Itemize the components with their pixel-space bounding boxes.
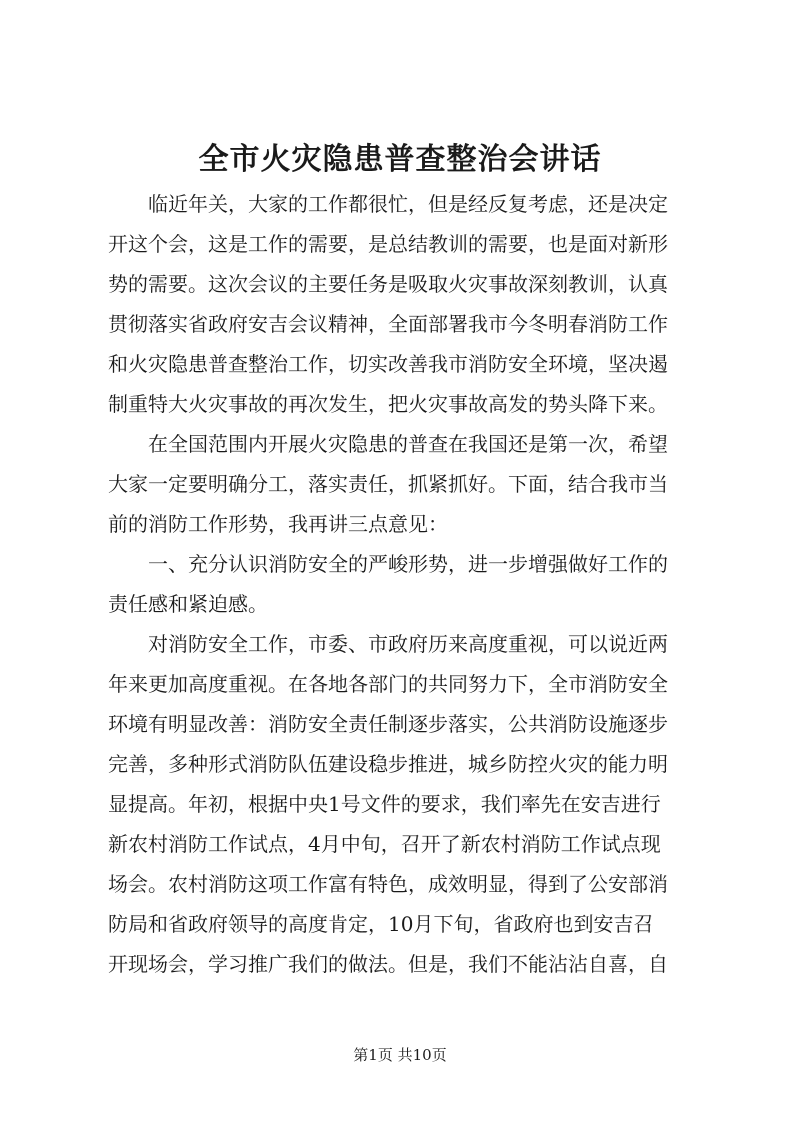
document-title: 全市火灾隐患普查整治会讲话	[198, 142, 602, 177]
text-line: 完善，多种形式消防队伍建设稳步推进，城乡防控火灾的能力明	[108, 752, 668, 776]
text-line: 在全国范围内开展火灾隐患的普查在我国还是第一次，希望	[148, 432, 668, 456]
text-line: 年来更加高度重视。在各地各部门的共同努力下，全市消防安全	[108, 672, 668, 696]
text-line: 环境有明显改善：消防安全责任制逐步落实，公共消防设施逐步	[108, 712, 668, 736]
page-footer: 第1页 共10页	[353, 1046, 447, 1064]
text-line: 对消防安全工作，市委、市政府历来高度重视，可以说近两	[148, 632, 668, 656]
text-line: 大家一定要明确分工，落实责任，抓紧抓好。下面，结合我市当	[108, 472, 668, 496]
document-body	[108, 184, 708, 984]
text-line: 一、充分认识消防安全的严峻形势，进一步增强做好工作的	[148, 552, 668, 576]
text-line: 防局和省政府领导的高度肯定，10月下旬，省政府也到安吉召	[108, 912, 654, 936]
text-line: 责任感和紧迫感。	[108, 592, 268, 616]
text-line: 显提高。年初，根据中央1号文件的要求，我们率先在安吉进行	[108, 792, 661, 816]
paragraph-1	[108, 184, 708, 424]
paragraph-3	[108, 544, 708, 624]
paragraph-4	[108, 624, 708, 984]
text-line: 前的消防工作形势，我再讲三点意见：	[108, 512, 448, 536]
text-line: 开这个会，这是工作的需要，是总结教训的需要，也是面对新形	[108, 232, 668, 256]
text-line: 临近年关，大家的工作都很忙，但是经反复考虑，还是决定	[148, 192, 668, 216]
text-line: 场会。农村消防这项工作富有特色，成效明显，得到了公安部消	[108, 872, 668, 896]
text-line: 和火灾隐患普查整治工作，切实改善我市消防安全环境，坚决遏	[108, 352, 668, 376]
paragraph-2	[108, 424, 708, 544]
text-line: 势的需要。这次会议的主要任务是吸取火灾事故深刻教训，认真	[108, 272, 668, 296]
text-line: 新农村消防工作试点，4月中旬，召开了新农村消防工作试点现	[108, 832, 661, 856]
text-line: 贯彻落实省政府安吉会议精神，全面部署我市今冬明春消防工作	[108, 312, 668, 336]
text-line: 开现场会，学习推广我们的做法。但是，我们不能沾沾自喜，自	[108, 952, 668, 976]
text-line: 制重特大火灾事故的再次发生，把火灾事故高发的势头降下来。	[108, 392, 668, 416]
